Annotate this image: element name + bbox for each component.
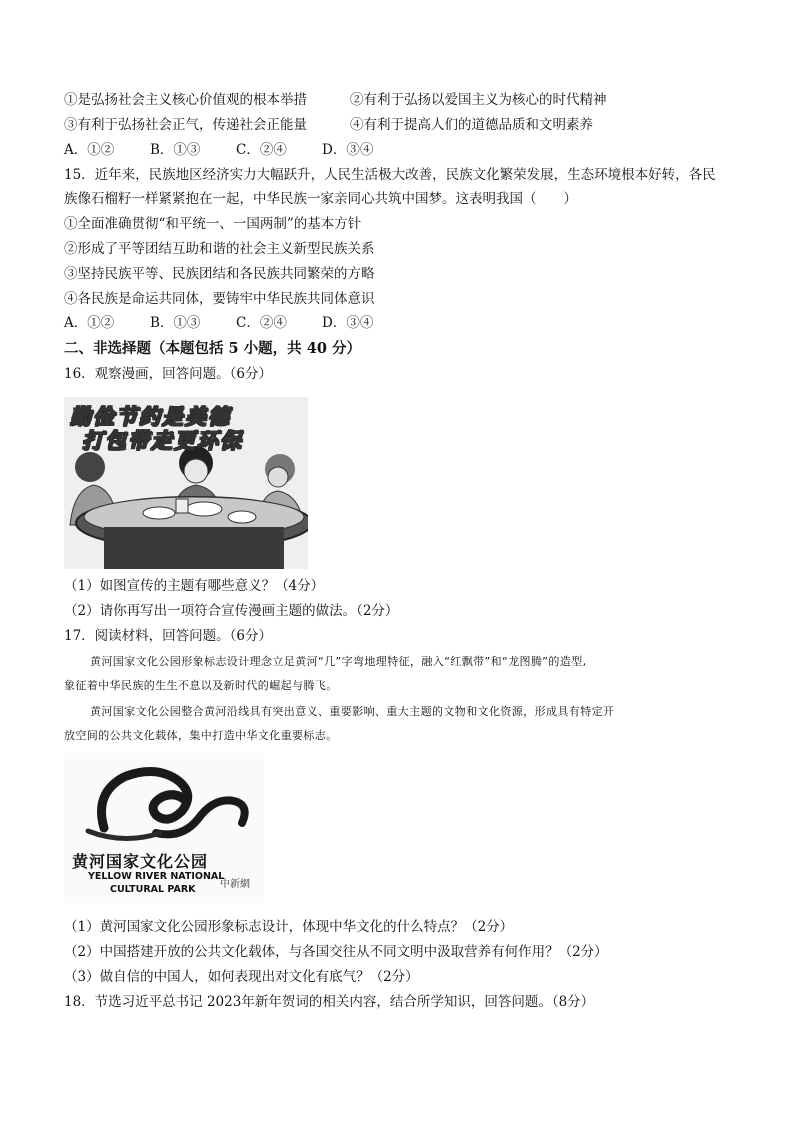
q17-stem: 17．阅读材料，回答问题。（6分） [64,628,273,644]
q15-stem-line-1: 15．近年来，民族地区经济实力大幅跃升，人民生活极大改善，民族文化繁荣发展，生态环境根本好转，各民 [64,167,716,183]
q15-statement-3: ③坚持民族平等、民族团结和各民族共同繁荣的方略 [64,266,375,282]
q17-sub-3: （3）做自信的中国人，如何表现出对文化有底气？（2分） [64,969,419,985]
logo-english-line-1: YELLOW RIVER NATIONAL [88,871,225,882]
q14-option-b: B．①③ [150,142,201,158]
q16-cartoon [64,397,308,569]
q16-sub-1: （1）如图宣传的主题有哪些意义？（4分） [64,578,325,594]
q15-statement-4: ④各民族是命运共同体，要铸牢中华民族共同体意识 [64,291,375,307]
q14-row-1 [64,91,607,109]
q17-sub-2: （2）中国搭建开放的公共文化载体，与各国交往从不同文明中汲取营养有何作用？（2分） [64,944,608,960]
q18-stem: 18．节选习近平总书记 2023年新年贺词的相关内容，结合所学知识，回答问题。（8分） [64,994,595,1010]
q17-material-2-line-1: 黄河国家文化公园整合黄河沿线具有突出意义、重要影响、重大主题的文物和文化资源，形成具有特定开 [90,705,615,718]
q15-option-d: D．③④ [322,315,374,331]
q14-option-d: D．③④ [322,142,374,158]
q17-material-1-line-2: 象征着中华民族的生生不息以及新时代的崛起与腾飞。 [64,679,338,692]
logo-chinese-name: 黄河国家文化公园 [72,852,209,871]
q15-options [64,314,373,332]
q16-stem: 16．观察漫画，回答问题。（6分） [64,366,273,382]
q15-option-a: A．①② [64,315,115,331]
q15-option-c: C．②④ [236,315,287,331]
section-2-title: 二、非选择题（本题包括 5 小题，共 40 分） [64,340,361,357]
q14-statement-1: ①是弘扬社会主义核心价值观的根本举措 [64,92,307,108]
yellow-river-park-logo [64,753,264,903]
q15-statement-1: ①全面准确贯彻“和平统一、一国两制”的基本方针 [64,216,362,232]
cartoon-title-2: 打包带走更环保 [82,429,243,453]
q16-sub-2: （2）请你再写出一项符合宣传漫画主题的做法。（2分） [64,603,399,619]
logo-source-watermark: 中新網 [220,879,250,890]
q14-statement-3: ③有利于弘扬社会正气，传递社会正能量 [64,117,307,133]
q14-statement-4: ④有利于提高人们的道德品质和文明素养 [350,117,593,133]
cartoon-title-1: 勤俭节约是美德 [70,405,231,429]
q15-stem-line-2: 族像石榴籽一样紧紧抱在一起，中华民族一家亲同心共筑中国梦。这表明我国（ ） [64,191,577,207]
logo-english-line-2: CULTURAL PARK [110,884,196,895]
q15-option-b: B．①③ [150,315,201,331]
q17-material-1-line-1: 黄河国家文化公园形象标志设计理念立足黄河“几”字弯地理特征，融入“红飘带”和“龙图腾”的造型, [90,655,587,668]
q14-statement-2: ②有利于弘扬以爱国主义为核心的时代精神 [350,92,607,108]
q15-statement-2: ②形成了平等团结互助和谐的社会主义新型民族关系 [64,241,375,257]
q14-row-2 [64,116,593,134]
q17-sub-1: （1）黄河国家文化公园形象标志设计，体现中华文化的什么特点？（2分） [64,919,514,935]
q14-option-c: C．②④ [236,142,287,158]
q17-material-2-line-2: 放空间的公共文化载体，集中打造中华文化重要标志。 [64,729,338,742]
q14-option-a: A．①② [64,142,115,158]
q14-options [64,141,373,159]
